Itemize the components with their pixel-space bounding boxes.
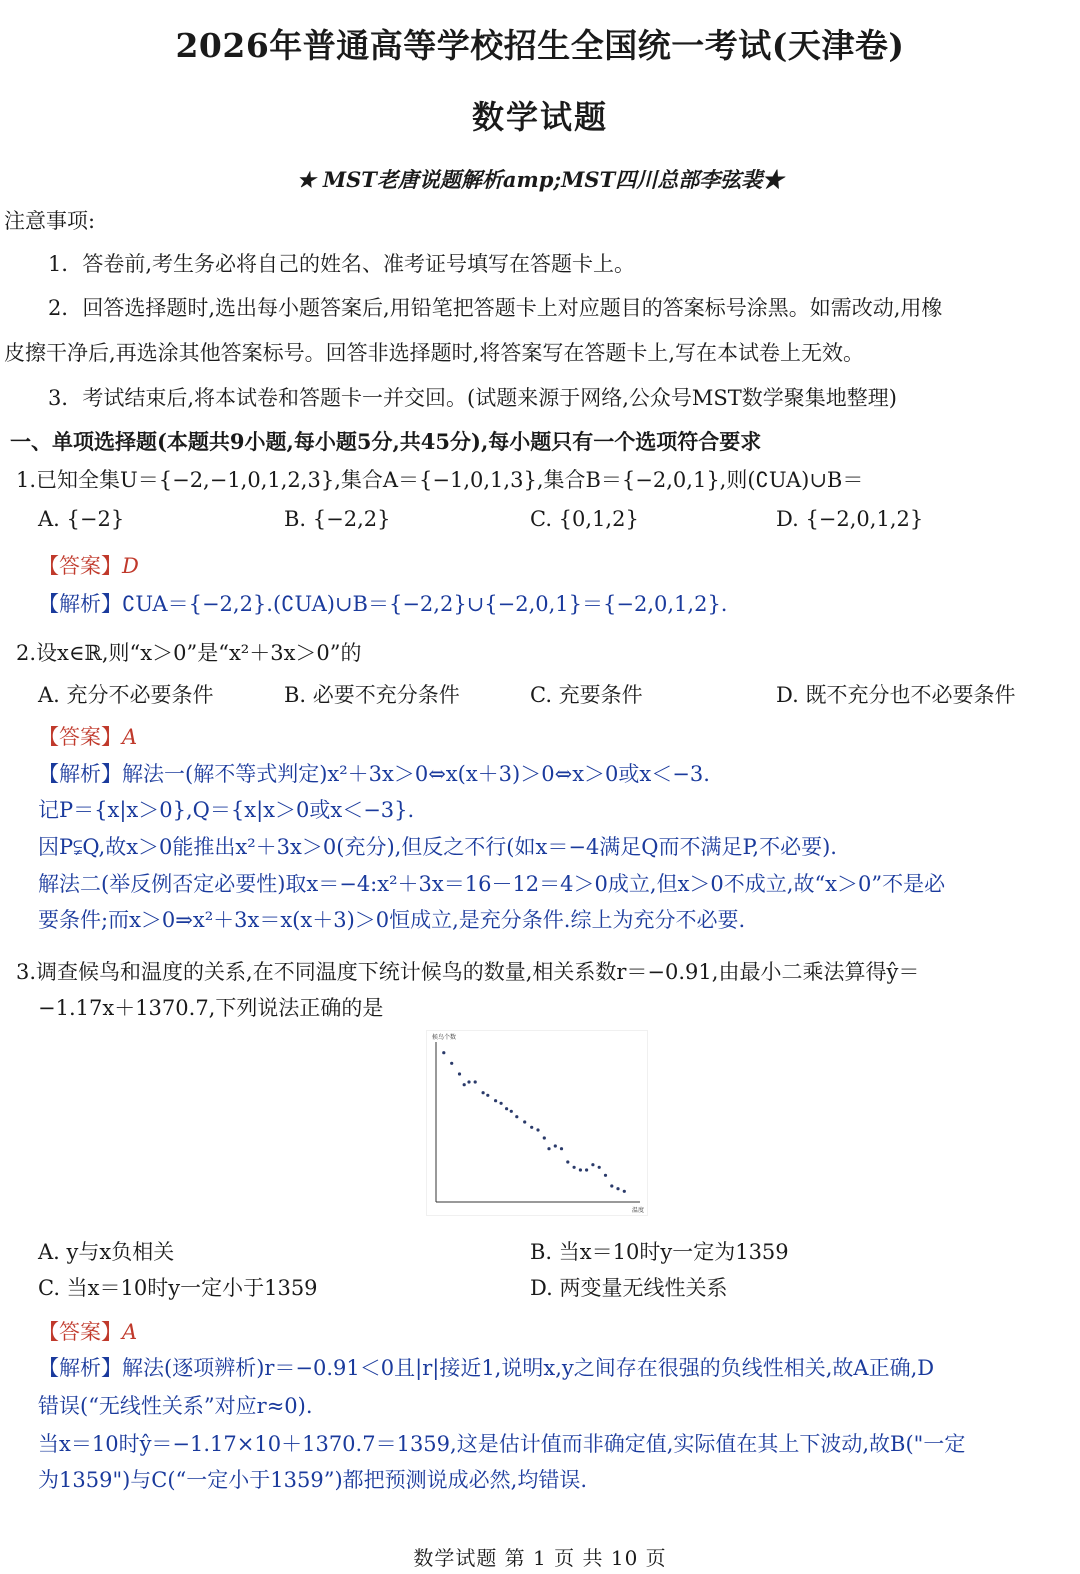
q3-option-a: A. y与x负相关 xyxy=(38,1240,175,1264)
subject-title: 数学试题 xyxy=(471,98,608,136)
scatter-point-22 xyxy=(573,1166,576,1169)
x-axis-label: 温度 xyxy=(632,1207,645,1214)
q3-answer-value: A xyxy=(122,1320,138,1344)
scatter-point-24 xyxy=(585,1168,588,1171)
scatter-point-21 xyxy=(566,1160,569,1163)
q3-option-c: C. 当x＝10时y一定小于1359 xyxy=(38,1276,318,1300)
q1-option-c: C. {0,1,2} xyxy=(530,507,639,531)
q2-analysis-line-3: 因P⫋Q,故x＞0能推出x²＋3x＞0(充分),但反之不行(如x＝−4满足Q而不满足P,不必要). xyxy=(38,835,837,859)
q2-analysis-line-2: 记P＝{x|x＞0},Q＝{x|x＞0或x＜−3}. xyxy=(38,798,415,822)
scatter-point-30 xyxy=(623,1190,626,1193)
q1-option-d: D. {−2,0,1,2} xyxy=(776,507,924,531)
scatter-point-25 xyxy=(591,1163,594,1166)
scatter-point-5 xyxy=(467,1080,470,1083)
scatter-point-9 xyxy=(494,1099,497,1102)
q2-stem: 2.设x∈ℝ,则“x＞0”是“x²＋3x＞0”的 xyxy=(16,641,362,665)
scatter-point-15 xyxy=(530,1126,533,1129)
q3-analysis-line-4: 为1359")与C(“一定小于1359”)都把预测说成必然,均错误. xyxy=(38,1468,588,1492)
q2-answer xyxy=(38,721,137,751)
q1-stem: 1.已知全集U＝{−2,−1,0,1,2,3},集合A＝{−1,0,1,3},集合B＝{−2,0,1},则(∁UA)∪B＝ xyxy=(16,468,864,492)
q2-option-c: C. 充要条件 xyxy=(530,683,643,707)
q3-analysis-line-1 xyxy=(38,1352,934,1382)
exam-title: 2026年普通高等学校招生全国统一考试(天津卷) xyxy=(175,26,905,65)
notice-item-1: 1．答卷前,考生务必将自己的姓名、准考证号填写在答题卡上。 xyxy=(48,252,636,276)
scatter-point-4 xyxy=(463,1083,466,1086)
scatter-point-10 xyxy=(500,1102,503,1105)
scatter-point-12 xyxy=(510,1110,513,1113)
q1-analysis-label: 【解析】 xyxy=(38,592,122,616)
q3-analysis-label: 【解析】 xyxy=(38,1356,122,1380)
q2-option-b: B. 必要不充分条件 xyxy=(284,683,460,707)
scatter-point-8 xyxy=(486,1094,489,1097)
q3-stem-line-1: 3.调查候鸟和温度的关系,在不同温度下统计候鸟的数量,相关系数r＝−0.91,由最小二乘法算得ŷ＝ xyxy=(16,960,920,984)
q3-option-b: B. 当x＝10时y一定为1359 xyxy=(530,1240,789,1264)
scatter-point-14 xyxy=(523,1120,526,1123)
q3-answer-label: 【答案】 xyxy=(38,1320,122,1344)
q1-option-b: B. {−2,2} xyxy=(284,507,391,531)
scatter-point-29 xyxy=(616,1187,619,1190)
q2-option-d: D. 既不充分也不必要条件 xyxy=(776,683,1016,707)
scatter-point-27 xyxy=(604,1174,607,1177)
scatter-point-17 xyxy=(543,1136,546,1139)
scatter-point-23 xyxy=(579,1168,582,1171)
notice-item-3: 3．考试结束后,将本试卷和答题卡一并交回。(试题来源于网络,公众号MST数学聚集地整理) xyxy=(48,386,897,410)
notice-heading: 注意事项: xyxy=(4,209,96,233)
section-heading: 一、单项选择题(本题共9小题,每小题5分,共45分),每小题只有一个选项符合要求 xyxy=(10,429,762,454)
q2-analysis-line-1 xyxy=(38,758,710,788)
y-axis-label: 候鸟个数 xyxy=(432,1034,457,1041)
scatter-chart xyxy=(426,1030,648,1216)
scatter-point-11 xyxy=(505,1107,508,1110)
q2-analysis-line-5: 要条件;而x＞0⇒x²＋3x＝x(x＋3)＞0恒成立,是充分条件.综上为充分不必要. xyxy=(38,908,746,932)
scatter-point-3 xyxy=(458,1072,461,1075)
q2-answer-value: A xyxy=(122,725,138,749)
scatter-point-18 xyxy=(547,1147,550,1150)
scatter-point-26 xyxy=(598,1166,601,1169)
scatter-point-2 xyxy=(450,1062,453,1065)
q1-answer xyxy=(38,550,139,580)
q2-answer-label: 【答案】 xyxy=(38,725,122,749)
scatter-point-20 xyxy=(560,1147,563,1150)
scatter-point-28 xyxy=(610,1184,613,1187)
q3-answer xyxy=(38,1316,137,1346)
scatter-point-6 xyxy=(474,1080,477,1083)
notice-item-2-line-2: 皮擦干净后,再选涂其他答案标号。回答非选择题时,将答案写在答题卡上,写在本试卷上无效。 xyxy=(4,341,865,365)
chart-frame xyxy=(427,1031,648,1216)
scatter-point-13 xyxy=(515,1115,518,1118)
page-footer: 数学试题 第 1 页 共 10 页 xyxy=(413,1546,667,1570)
scatter-point-1 xyxy=(442,1051,445,1054)
q3-analysis-line-2: 错误(“无线性关系”对应r≈0). xyxy=(38,1394,313,1418)
scatter-chart-svg xyxy=(426,1030,648,1216)
scatter-point-16 xyxy=(536,1128,539,1131)
q1-answer-label: 【答案】 xyxy=(38,554,122,578)
attribution-line: ★ MST老唐说题解析amp;MST四川总部李弦裴★ xyxy=(296,167,784,192)
q2-option-a: A. 充分不必要条件 xyxy=(38,683,214,707)
q3-analysis-line-3: 当x＝10时ŷ＝−1.17×10＋1370.7＝1359,这是估计值而非确定值,实际值在其上下波动,故B("一定 xyxy=(38,1432,966,1456)
q1-answer-value: D xyxy=(122,554,139,578)
q3-stem-line-2: −1.17x＋1370.7,下列说法正确的是 xyxy=(38,996,384,1020)
q2-analysis-line-4: 解法二(举反例否定必要性)取x＝−4:x²＋3x＝16－12＝4＞0成立,但x＞0不成立,故“x＞0”不是必 xyxy=(38,872,946,896)
q2-analysis-label: 【解析】 xyxy=(38,762,122,786)
q1-analysis xyxy=(38,588,727,618)
q1-analysis-text: ∁UA＝{−2,2}.(∁UA)∪B＝{−2,2}∪{−2,0,1}＝{−2,0,1,2}. xyxy=(122,592,728,616)
q2-analysis-text-1: 解法一(解不等式判定)x²＋3x＞0⇔x(x＋3)＞0⇔x＞0或x＜−3. xyxy=(122,762,710,786)
scatter-point-7 xyxy=(482,1091,485,1094)
q3-analysis-text-1: 解法(逐项辨析)r＝−0.91＜0且|r|接近1,说明x,y之间存在很强的负线性相关,故A正确,D xyxy=(122,1356,935,1380)
q1-option-a: A. {−2} xyxy=(38,507,125,531)
scatter-point-19 xyxy=(554,1144,557,1147)
notice-item-2-line-1: 2．回答选择题时,选出每小题答案后,用铅笔把答题卡上对应题目的答案标号涂黑。如需改动,用橡 xyxy=(48,296,943,320)
q3-option-d: D. 两变量无线性关系 xyxy=(530,1276,728,1300)
